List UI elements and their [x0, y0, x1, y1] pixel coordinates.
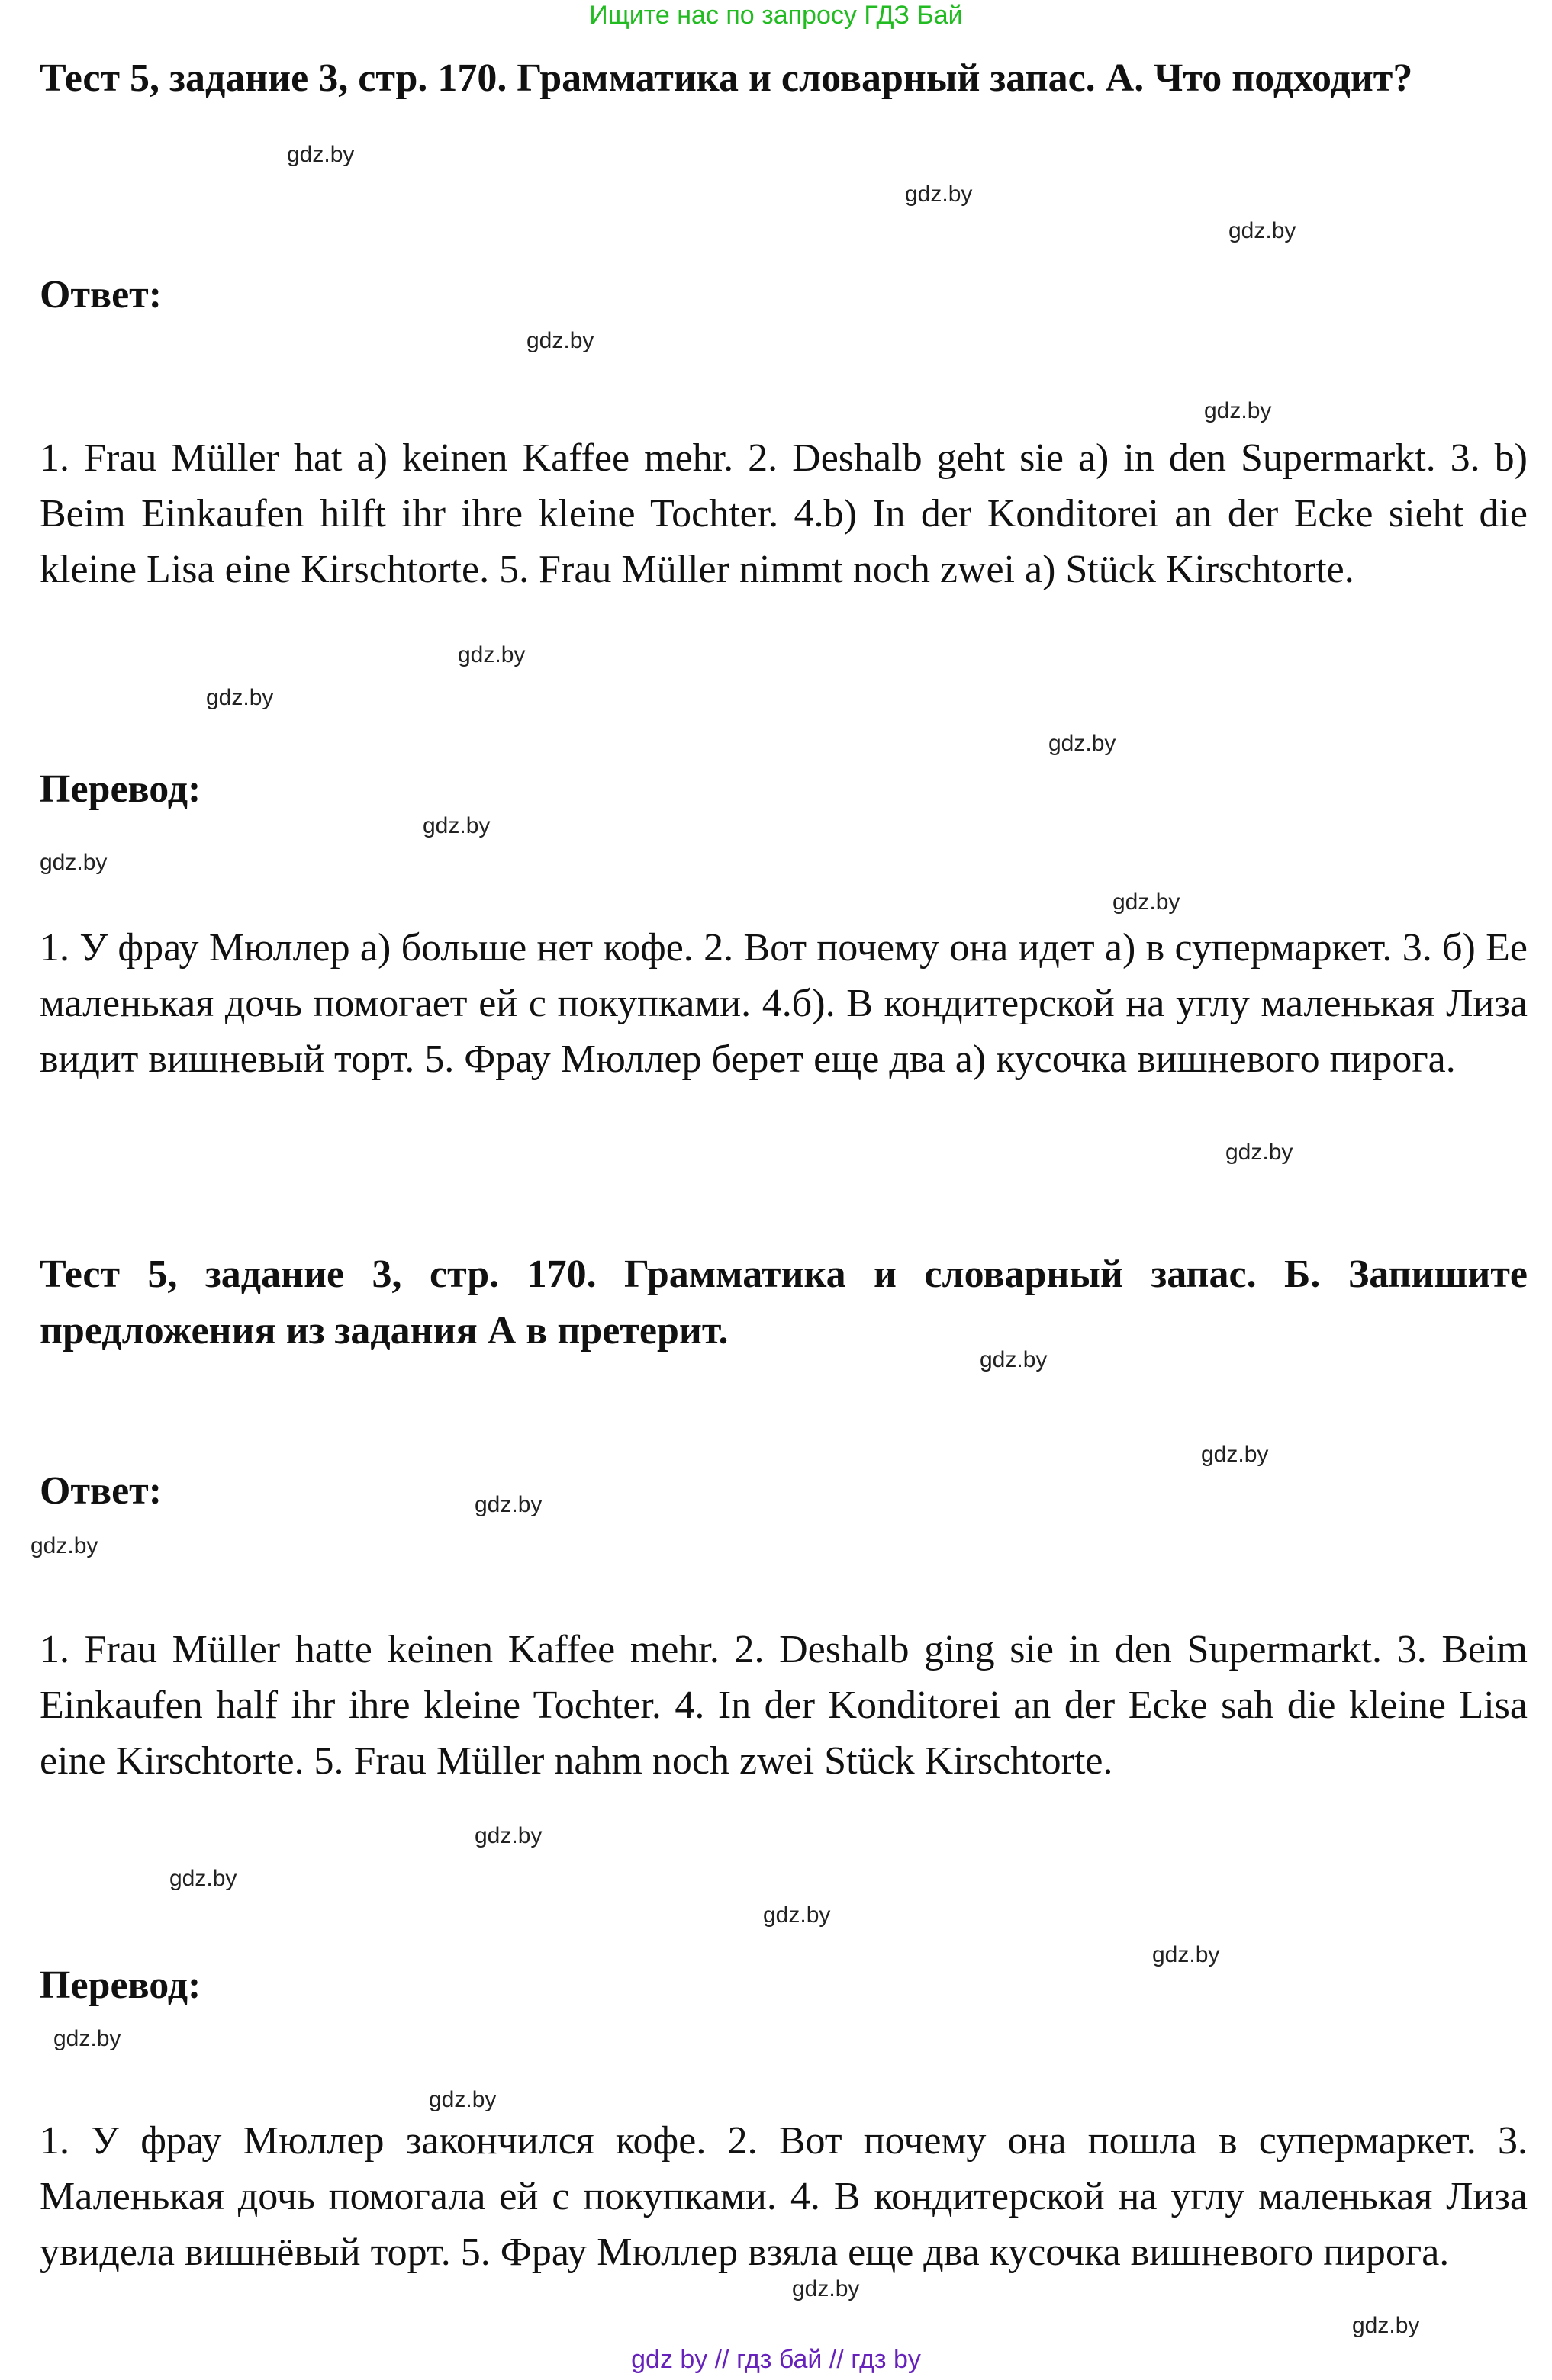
top-banner[interactable]: Ищите нас по запросу ГДЗ Бай: [589, 1, 963, 30]
footer[interactable]: gdz by // гдз бай // гдз by: [631, 2345, 921, 2374]
watermark: gdz.by: [1204, 398, 1272, 423]
watermark: gdz.by: [475, 1492, 543, 1517]
watermark: gdz.by: [1152, 1942, 1220, 1967]
section1-heading: Тест 5, задание 3, стр. 170. Грамматика и словарный запас. А. Что подходит?: [40, 56, 1413, 100]
section2-heading: Тест 5, задание 3, стр. 170. Грамматика и словарный запас. Б. Запишите предложения из задания А в претерит.: [40, 1253, 1528, 1352]
watermark: gdz.by: [429, 2087, 497, 2112]
watermark: gdz.by: [1048, 731, 1116, 756]
watermark: gdz.by: [40, 850, 108, 875]
watermark: gdz.by: [905, 182, 973, 207]
section2-translation-label: Перевод:: [40, 1963, 201, 2007]
watermark: gdz.by: [169, 1866, 237, 1891]
watermark: gdz.by: [458, 642, 526, 667]
watermark: gdz.by: [980, 1347, 1048, 1372]
watermark: gdz.by: [475, 1823, 543, 1848]
watermark: gdz.by: [1112, 889, 1180, 915]
section1-translation-text: 1. У фрау Мюллер а) больше нет кофе. 2. Вот почему она идет а) в супермаркет. 3. б) Ее маленькая дочь помогает ей с покупками. 4.б). В кондитерской на углу маленькая Лиза видит вишневый торт. 5. Фрау Мюллер берет еще два а) кусочка вишневого пирога.: [40, 926, 1528, 1081]
watermark: gdz.by: [1201, 1442, 1269, 1467]
watermark: gdz.by: [287, 142, 355, 167]
section2-answer-text: 1. Frau Müller hatte keinen Kaffee mehr. 2. Deshalb ging sie in den Supermarkt. 3. Beim Einkaufen half ihr ihre kleine Tochter. 4. In der Konditorei an der Ecke sah die kleine Lisa eine Kirschtorte. 5. Frau Müller nahm noch zwei Stück Kirschtorte.: [40, 1628, 1528, 1783]
watermark: gdz.by: [792, 2276, 860, 2301]
watermark: gdz.by: [526, 328, 594, 353]
section2-answer-label: Ответ:: [40, 1469, 163, 1513]
section2-translation-text: 1. У фрау Мюллер закончился кофе. 2. Вот почему она пошла в супермаркет. 3. Маленькая дочь помогала ей с покупками. 4. В кондитерской на углу маленькая Лиза увидела вишнёвый торт. 5. Фрау Мюллер взяла еще два кусочка вишневого пирога.: [40, 2119, 1528, 2274]
watermark: gdz.by: [423, 813, 491, 838]
watermark: gdz.by: [763, 1902, 831, 1928]
watermark: gdz.by: [53, 2026, 121, 2051]
watermark: gdz.by: [1225, 1140, 1293, 1165]
section1-answer-label: Ответ:: [40, 273, 163, 317]
watermark: gdz.by: [1228, 218, 1296, 243]
watermark: gdz.by: [206, 685, 274, 710]
watermark: gdz.by: [31, 1533, 98, 1558]
section1-answer-text: 1. Frau Müller hat a) keinen Kaffee mehr. 2. Deshalb geht sie a) in den Supermarkt. 3. b) Beim Einkaufen hilft ihr ihre kleine Tochter. 4.b) In der Konditorei an der Ecke sieht die kleine Lisa eine Kirschtorte. 5. Frau Müller nimmt noch zwei a) Stück Kirschtorte.: [40, 436, 1528, 591]
section1-translation-label: Перевод:: [40, 767, 201, 811]
watermark: gdz.by: [1352, 2313, 1420, 2338]
